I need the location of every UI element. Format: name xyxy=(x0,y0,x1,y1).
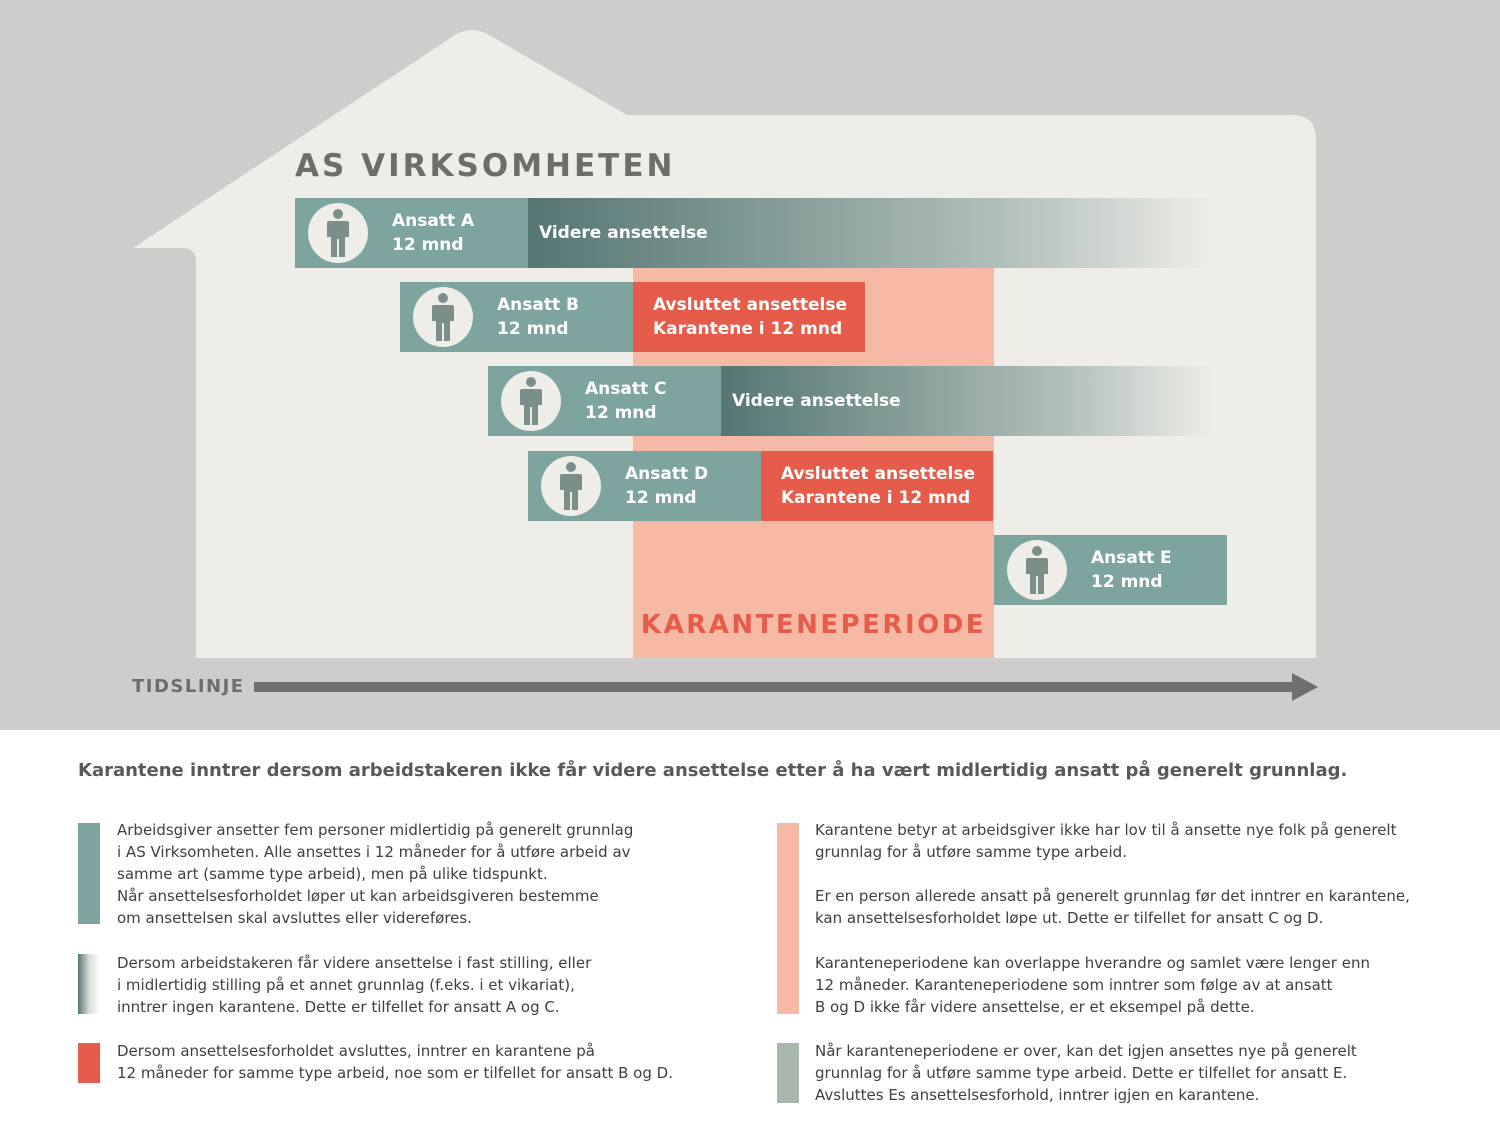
person-icon xyxy=(1007,540,1067,600)
employee-duration: 12 mnd xyxy=(1091,572,1163,592)
employee-name: Ansatt D xyxy=(625,464,709,484)
person-icon xyxy=(541,456,601,516)
legend-swatch-employed xyxy=(78,823,100,924)
company-title: AS VIRKSOMHETEN xyxy=(295,148,676,184)
legend-swatch-continued xyxy=(78,954,100,1014)
continued-employment-label: Videre ansettelse xyxy=(539,223,708,243)
ended-employment-label: Avsluttet ansettelse xyxy=(653,295,847,315)
employee-name: Ansatt B xyxy=(497,295,579,315)
quarantine-duration-label: Karantene i 12 mnd xyxy=(653,319,843,339)
ended-employment-bar-b xyxy=(633,282,865,352)
employee-a-bar xyxy=(295,198,528,268)
legend-text-quarantine-2: Er en person allerede ansatt på generelt grunnlag før det inntrer en karantene, kan ansettelsesforholdet løpe ut. Dette er tilfellet for ansatt C og D. xyxy=(815,887,1410,927)
legend-text-quarantine-1: Karantene betyr at arbeidsgiver ikke har lov til å ansette nye folk på generelt grunnlag for å utføre samme type arbeid. xyxy=(815,821,1397,861)
person-icon xyxy=(413,287,473,347)
employee-duration: 12 mnd xyxy=(625,488,697,508)
lead-text: Karantene inntrer dersom arbeidstakeren ikke får videre ansettelse etter å ha vært midlertidig ansatt på generelt grunnlag. xyxy=(78,760,1348,781)
employee-name: Ansatt C xyxy=(585,379,667,399)
legend-swatch-ended xyxy=(78,1043,100,1083)
employee-e-bar xyxy=(994,535,1227,605)
employee-name: Ansatt A xyxy=(392,211,475,231)
continued-employment-bar-c xyxy=(721,366,1213,436)
ended-employment-label: Avsluttet ansettelse xyxy=(781,464,975,484)
legend-text-ended: Dersom ansettelsesforholdet avsluttes, inntrer en karantene på 12 måneder for samme type arbeid, noe som er tilfellet for ansatt B og D. xyxy=(117,1042,673,1082)
employee-d-bar xyxy=(528,451,761,521)
legend-text-continued: Dersom arbeidstakeren får videre ansettelse i fast stilling, eller i midlertidig stilling på et annet grunnlag (f.eks. i et vikariat), inntrer ingen karantene. Dette er tilfellet for ansatt A og C. xyxy=(117,954,592,1016)
person-icon xyxy=(308,203,368,263)
legend-text-after-quarantine: Når karanteneperiodene er over, kan det igjen ansettes nye på generelt grunnlag for å utføre samme type arbeid. Dette er tilfellet for ansatt E. Avsluttes Es ansettelsesforhold, inntrer igjen en karantene. xyxy=(815,1042,1357,1104)
employee-b-bar xyxy=(400,282,633,352)
continued-employment-bar-a xyxy=(528,198,1213,268)
timeline-arrow-icon xyxy=(254,670,1320,704)
employee-duration: 12 mnd xyxy=(585,403,657,423)
quarantine-period-label: KARANTENEPERIODE xyxy=(640,610,987,640)
legend-swatch-quarantine xyxy=(777,823,799,1014)
employee-duration: 12 mnd xyxy=(392,235,464,255)
employee-name: Ansatt E xyxy=(1091,548,1172,568)
timeline-label: TIDSLINJE xyxy=(132,676,245,697)
employee-duration: 12 mnd xyxy=(497,319,569,339)
continued-employment-label: Videre ansettelse xyxy=(732,391,901,411)
quarantine-duration-label: Karantene i 12 mnd xyxy=(781,488,971,508)
legend-text-quarantine-3: Karanteneperiodene kan overlappe hverandre og samlet være lenger enn 12 måneder. Karanteneperiodene som inntrer som følge av at ansatt B og D ikke får videre ansettelse, er et eksempel på dette. xyxy=(815,954,1370,1016)
person-icon xyxy=(501,371,561,431)
employee-c-bar xyxy=(488,366,721,436)
legend-swatch-after-quarantine xyxy=(777,1043,799,1103)
ended-employment-bar-d xyxy=(761,451,993,521)
legend-text-employed: Arbeidsgiver ansetter fem personer midlertidig på generelt grunnlag i AS Virksomheten. Alle ansettes i 12 måneder for å utføre arbeid av samme art (samme type arbeid), men på ulike tidspunkt. Når ansettelsesforholdet løper ut kan arbeidsgiveren bestemme om ansettelsen skal avsluttes eller videreføres. xyxy=(117,821,634,927)
